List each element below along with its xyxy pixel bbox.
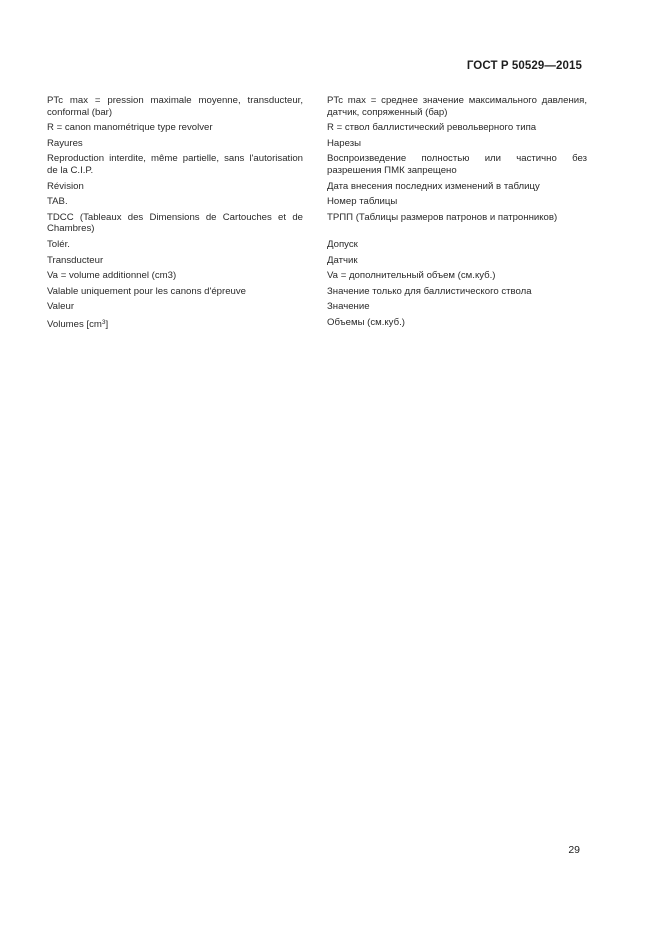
french-term: Valable uniquement pour les canons d'épreuve — [47, 285, 246, 297]
french-term: TAB. — [47, 196, 68, 208]
russian-term: ТРПП (Таблицы размеров патронов и патронников) — [327, 211, 558, 223]
glossary-row — [47, 301, 587, 313]
russian-term: Значение только для баллистического ствола — [327, 285, 532, 297]
russian-term: Воспроизведение полностью или частично без разрешения ПМК запрещено — [327, 153, 587, 176]
french-term: Valeur — [47, 301, 75, 313]
russian-term: Объемы (см.куб.) — [327, 316, 405, 328]
glossary-row — [47, 153, 587, 176]
glossary-list — [47, 95, 587, 335]
french-term-suffix: ] — [105, 318, 109, 330]
french-term: Transducteur — [47, 254, 104, 266]
russian-term: Датчик — [327, 254, 358, 266]
glossary-row — [47, 317, 587, 331]
french-term: PTc max = pression maximale moyenne, transducteur, conformal (bar) — [47, 95, 303, 118]
glossary-row — [47, 196, 587, 208]
french-term: Rayures — [47, 137, 83, 149]
glossary-row — [47, 255, 587, 267]
russian-term: Номер таблицы — [327, 196, 398, 208]
glossary-row — [47, 286, 587, 298]
russian-term: PTc max = среднее значение максимального давления, датчик, сопряженный (бар) — [327, 95, 587, 118]
glossary-row — [47, 95, 587, 118]
french-term: Va = volume additionnel (cm3) — [47, 270, 177, 282]
french-term: Reproduction interdite, même partielle, sans l'autorisation de la C.I.P. — [47, 153, 303, 176]
french-term — [47, 317, 303, 331]
standard-designation: ГОСТ Р 50529—2015 — [466, 60, 582, 72]
french-term-text: Volumes [cm — [47, 318, 102, 330]
glossary-row — [47, 212, 587, 235]
page-number: 29 — [568, 844, 580, 856]
glossary-row — [47, 122, 587, 134]
russian-term: Дата внесения последних изменений в таблицу — [327, 180, 540, 192]
french-term: Tolér. — [47, 238, 70, 250]
french-term: R = canon manométrique type revolver — [47, 122, 213, 134]
russian-term: Va = дополнительный объем (см.куб.) — [327, 270, 496, 282]
french-term: Révision — [47, 180, 84, 192]
glossary-row — [47, 270, 587, 282]
glossary-row — [47, 138, 587, 150]
glossary-row — [47, 239, 587, 251]
french-term: TDCC (Tableaux des Dimensions de Cartouches et de Chambres) — [47, 211, 303, 235]
russian-term: Значение — [327, 301, 370, 313]
superscript-exponent: 3 — [101, 318, 106, 326]
russian-term: Допуск — [327, 238, 358, 250]
glossary-row — [47, 181, 587, 193]
russian-term: Нарезы — [327, 137, 362, 149]
russian-term: R = ствол баллистический револьверного типа — [327, 122, 537, 134]
